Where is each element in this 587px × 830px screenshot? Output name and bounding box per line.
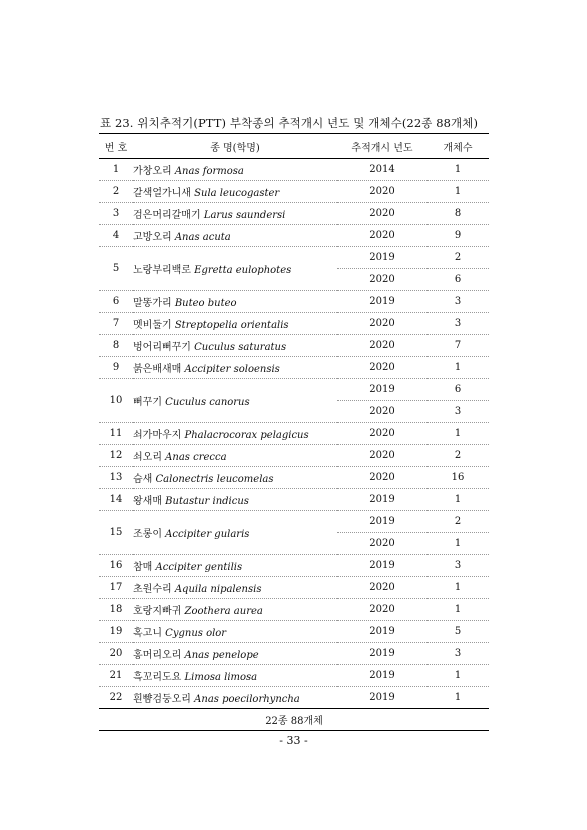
korean-name: 갈색얼가니새 bbox=[133, 188, 191, 199]
start-year: 2020 bbox=[337, 423, 427, 445]
row-number: 16 bbox=[99, 555, 133, 577]
individual-count: 1 bbox=[427, 159, 489, 181]
table-row bbox=[99, 247, 489, 269]
row-number: 5 bbox=[99, 247, 133, 291]
row-number: 17 bbox=[99, 577, 133, 599]
row-number: 7 bbox=[99, 313, 133, 335]
individual-count: 3 bbox=[427, 291, 489, 313]
scientific-name: Sula leucogaster bbox=[194, 188, 280, 199]
start-year: 2019 bbox=[337, 643, 427, 665]
start-year: 2020 bbox=[337, 225, 427, 247]
individual-count: 1 bbox=[427, 687, 489, 709]
scientific-name: Anas formosa bbox=[174, 166, 244, 177]
start-year: 2020 bbox=[337, 269, 427, 291]
individual-count: 1 bbox=[427, 181, 489, 203]
table-total: 22종 88개체 bbox=[99, 709, 489, 731]
species-name bbox=[133, 423, 337, 445]
table-row bbox=[99, 379, 489, 401]
table-caption: 표 23. 위치추적기(PTT) 부착종의 추적개시 년도 및 개체수(22종 88개체) bbox=[100, 116, 479, 130]
korean-name: 뻐꾸기 bbox=[133, 397, 162, 408]
header-species-name: 종 명(학명) bbox=[133, 134, 337, 159]
scientific-name: Anas penelope bbox=[184, 650, 259, 661]
start-year: 2020 bbox=[337, 357, 427, 379]
individual-count: 3 bbox=[427, 313, 489, 335]
korean-name: 고방오리 bbox=[133, 232, 172, 243]
scientific-name: Cuculus saturatus bbox=[194, 342, 287, 353]
scientific-name: Butastur indicus bbox=[165, 496, 249, 507]
species-name bbox=[133, 203, 337, 225]
start-year: 2019 bbox=[337, 555, 427, 577]
individual-count: 16 bbox=[427, 467, 489, 489]
page-number: - 33 - bbox=[279, 734, 308, 747]
scientific-name: Egretta eulophotes bbox=[194, 265, 292, 276]
korean-name: 호랑지빠귀 bbox=[133, 606, 182, 617]
start-year: 2019 bbox=[337, 247, 427, 269]
species-name bbox=[133, 357, 337, 379]
scientific-name: Calonectris leucomelas bbox=[155, 474, 274, 485]
korean-name: 흑꼬리도요 bbox=[133, 672, 182, 683]
table-row bbox=[99, 357, 489, 379]
species-name bbox=[133, 247, 337, 291]
start-year: 2020 bbox=[337, 533, 427, 555]
start-year: 2019 bbox=[337, 621, 427, 643]
individual-count: 9 bbox=[427, 225, 489, 247]
species-name bbox=[133, 665, 337, 687]
header-start-year: 추적개시 년도 bbox=[337, 134, 427, 159]
individual-count: 2 bbox=[427, 445, 489, 467]
table-row bbox=[99, 555, 489, 577]
table-row bbox=[99, 643, 489, 665]
row-number: 13 bbox=[99, 467, 133, 489]
table-row bbox=[99, 445, 489, 467]
species-name bbox=[133, 489, 337, 511]
start-year: 2020 bbox=[337, 313, 427, 335]
species-name bbox=[133, 599, 337, 621]
start-year: 2020 bbox=[337, 467, 427, 489]
table-row bbox=[99, 291, 489, 313]
individual-count: 7 bbox=[427, 335, 489, 357]
korean-name: 흰뺨검둥오리 bbox=[133, 694, 191, 705]
individual-count: 1 bbox=[427, 577, 489, 599]
species-name bbox=[133, 511, 337, 555]
scientific-name: Larus saundersi bbox=[203, 210, 286, 221]
row-number: 6 bbox=[99, 291, 133, 313]
scientific-name: Accipiter soloensis bbox=[184, 364, 280, 375]
korean-name: 노랑부리백로 bbox=[133, 265, 191, 276]
row-number: 10 bbox=[99, 379, 133, 423]
scientific-name: Phalacrocorax pelagicus bbox=[184, 430, 309, 441]
scientific-name: Cygnus olor bbox=[165, 628, 227, 639]
row-number: 21 bbox=[99, 665, 133, 687]
row-number: 15 bbox=[99, 511, 133, 555]
table-row bbox=[99, 467, 489, 489]
korean-name: 쇠가마우지 bbox=[133, 430, 182, 441]
korean-name: 슴새 bbox=[133, 474, 153, 485]
start-year: 2020 bbox=[337, 203, 427, 225]
korean-name: 참매 bbox=[133, 562, 153, 573]
scientific-name: Zoothera aurea bbox=[184, 606, 263, 617]
scientific-name: Buteo buteo bbox=[174, 298, 237, 309]
species-name bbox=[133, 687, 337, 709]
individual-count: 2 bbox=[427, 511, 489, 533]
table-row bbox=[99, 181, 489, 203]
korean-name: 검은머리갈매기 bbox=[133, 210, 201, 221]
table-row bbox=[99, 577, 489, 599]
row-number: 14 bbox=[99, 489, 133, 511]
species-name bbox=[133, 621, 337, 643]
individual-count: 3 bbox=[427, 643, 489, 665]
korean-name: 벙어리뻐꾸기 bbox=[133, 342, 191, 353]
row-number: 3 bbox=[99, 203, 133, 225]
start-year: 2020 bbox=[337, 181, 427, 203]
scientific-name: Anas poecilorhyncha bbox=[194, 694, 300, 705]
scientific-name: Accipiter gularis bbox=[165, 529, 250, 540]
table-footer-row bbox=[99, 709, 489, 731]
header-number: 번 호 bbox=[99, 134, 133, 159]
row-number: 1 bbox=[99, 159, 133, 181]
start-year: 2019 bbox=[337, 379, 427, 401]
table-row bbox=[99, 665, 489, 687]
start-year: 2019 bbox=[337, 665, 427, 687]
table-header-row bbox=[99, 134, 489, 159]
species-name bbox=[133, 445, 337, 467]
species-name bbox=[133, 291, 337, 313]
start-year: 2019 bbox=[337, 291, 427, 313]
start-year: 2020 bbox=[337, 599, 427, 621]
scientific-name: Aquila nipalensis bbox=[174, 584, 262, 595]
table-row bbox=[99, 203, 489, 225]
table-row bbox=[99, 687, 489, 709]
species-name bbox=[133, 467, 337, 489]
start-year: 2019 bbox=[337, 687, 427, 709]
table-row bbox=[99, 511, 489, 533]
korean-name: 멧비둘기 bbox=[133, 320, 172, 331]
row-number: 18 bbox=[99, 599, 133, 621]
row-number: 22 bbox=[99, 687, 133, 709]
individual-count: 1 bbox=[427, 423, 489, 445]
start-year: 2019 bbox=[337, 489, 427, 511]
species-name bbox=[133, 379, 337, 423]
individual-count: 3 bbox=[427, 401, 489, 423]
row-number: 4 bbox=[99, 225, 133, 247]
korean-name: 쇠오리 bbox=[133, 452, 162, 463]
scientific-name: Accipiter gentilis bbox=[155, 562, 243, 573]
korean-name: 붉은배새매 bbox=[133, 364, 182, 375]
species-name bbox=[133, 643, 337, 665]
start-year: 2020 bbox=[337, 577, 427, 599]
row-number: 9 bbox=[99, 357, 133, 379]
table-row bbox=[99, 335, 489, 357]
korean-name: 홍머리오리 bbox=[133, 650, 182, 661]
row-number: 2 bbox=[99, 181, 133, 203]
row-number: 19 bbox=[99, 621, 133, 643]
species-table bbox=[99, 133, 489, 731]
table-row bbox=[99, 313, 489, 335]
korean-name: 가창오리 bbox=[133, 166, 172, 177]
individual-count: 3 bbox=[427, 555, 489, 577]
species-name bbox=[133, 159, 337, 181]
species-name bbox=[133, 225, 337, 247]
species-name bbox=[133, 335, 337, 357]
individual-count: 6 bbox=[427, 269, 489, 291]
scientific-name: Cuculus canorus bbox=[165, 397, 250, 408]
start-year: 2020 bbox=[337, 401, 427, 423]
table-row bbox=[99, 621, 489, 643]
row-number: 12 bbox=[99, 445, 133, 467]
korean-name: 말똥가리 bbox=[133, 298, 172, 309]
scientific-name: Streptopelia orientalis bbox=[174, 320, 289, 331]
table-row bbox=[99, 423, 489, 445]
korean-name: 혹고니 bbox=[133, 628, 162, 639]
table-row bbox=[99, 489, 489, 511]
korean-name: 왕새매 bbox=[133, 496, 162, 507]
individual-count: 1 bbox=[427, 357, 489, 379]
species-name bbox=[133, 313, 337, 335]
table-row bbox=[99, 599, 489, 621]
species-name bbox=[133, 577, 337, 599]
individual-count: 1 bbox=[427, 533, 489, 555]
individual-count: 1 bbox=[427, 489, 489, 511]
start-year: 2020 bbox=[337, 445, 427, 467]
start-year: 2014 bbox=[337, 159, 427, 181]
table-row bbox=[99, 225, 489, 247]
scientific-name: Anas crecca bbox=[165, 452, 227, 463]
row-number: 8 bbox=[99, 335, 133, 357]
individual-count: 8 bbox=[427, 203, 489, 225]
start-year: 2020 bbox=[337, 335, 427, 357]
header-count: 개체수 bbox=[427, 134, 489, 159]
individual-count: 5 bbox=[427, 621, 489, 643]
scientific-name: Limosa limosa bbox=[184, 672, 258, 683]
table-body bbox=[99, 159, 489, 709]
row-number: 11 bbox=[99, 423, 133, 445]
row-number: 20 bbox=[99, 643, 133, 665]
individual-count: 2 bbox=[427, 247, 489, 269]
species-name bbox=[133, 555, 337, 577]
individual-count: 6 bbox=[427, 379, 489, 401]
korean-name: 초원수리 bbox=[133, 584, 172, 595]
individual-count: 1 bbox=[427, 665, 489, 687]
start-year: 2019 bbox=[337, 511, 427, 533]
scientific-name: Anas acuta bbox=[174, 232, 231, 243]
individual-count: 1 bbox=[427, 599, 489, 621]
korean-name: 조롱이 bbox=[133, 529, 162, 540]
species-name bbox=[133, 181, 337, 203]
table-row bbox=[99, 159, 489, 181]
